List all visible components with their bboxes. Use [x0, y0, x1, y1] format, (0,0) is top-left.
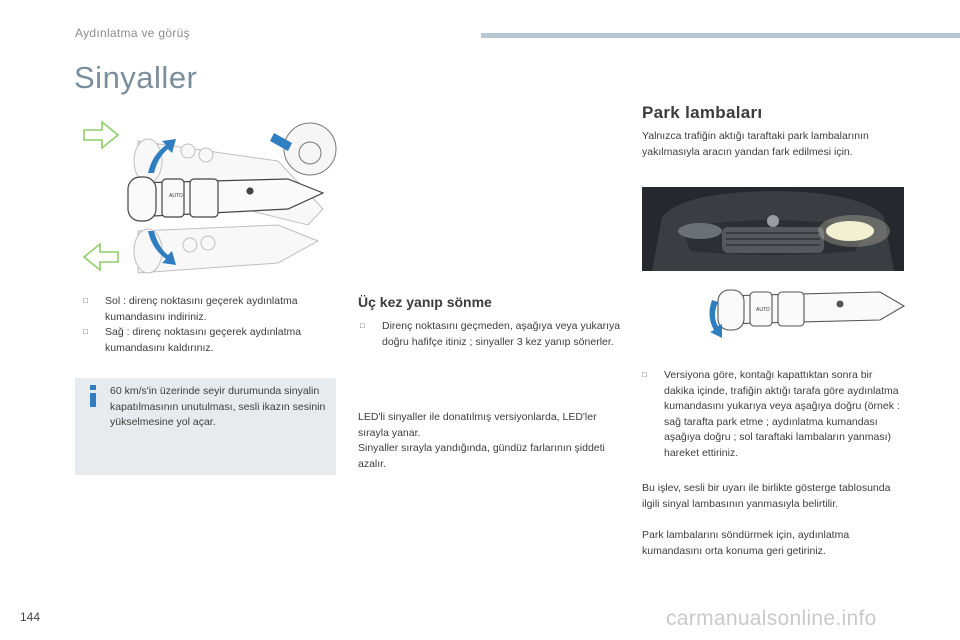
bullet-text: Versiyona göre, kontağı kapattıktan sonra bir dakika içinde, trafiğin aktığı tarafa göre aydınlatma kumandasını yukarıya veya aşağıya doğru (örnek : sağ tarafta park etme ; aydınlatma kumandası aşağıya doğru ; sol taraftaki lambaların yanması) hareket ettiriniz. [664, 369, 900, 459]
drl-paragraph: Sinyaller sırayla yandığında, gündüz farlarının şiddeti azalır. [358, 442, 605, 470]
grille-icon [722, 227, 824, 253]
list-item [360, 319, 628, 350]
page-number: 144 [20, 610, 41, 624]
page-title: Sinyaller [74, 60, 198, 95]
park-lights-title: Park lambaları [642, 103, 763, 122]
turn-signal-stalk-illustration [78, 113, 340, 283]
auto-label: AUTO [756, 307, 770, 313]
led-paragraph: LED'li sinyaller ile donatılmış versiyonlarda, LED'ler sırayla yanar. [358, 411, 597, 439]
left-headlight [678, 223, 722, 239]
left-bullets [83, 294, 333, 356]
uc-kez-title: Üç kez yanıp sönme [358, 294, 492, 310]
switch-off-paragraph: Park lambalarını söndürmek için, aydınlatma kumandasını orta konuma geri getiriniz. [642, 529, 850, 557]
bullet-icon: □ [642, 370, 647, 379]
watermark: carmanualsonline.info [666, 607, 877, 630]
list-item [83, 294, 333, 325]
header-bar [481, 33, 960, 38]
car-front-photo [642, 187, 904, 271]
park-bullet [642, 368, 904, 461]
info-icon [86, 385, 100, 407]
list-item [642, 368, 904, 461]
bullet-icon: □ [83, 327, 88, 336]
park-intro: Yalnızca trafiğin aktığı taraftaki park lambalarının yakılmasıyla aracın yandan fark edilmesi için. [642, 130, 869, 158]
bullet-right-up: Sağ : direnç noktasını geçerek aydınlatma kumandasını kaldırınız. [105, 326, 302, 354]
left-arrow-icon [84, 244, 118, 270]
right-arrow-icon [84, 122, 118, 148]
bullet-icon: □ [360, 321, 365, 330]
logo-icon [767, 215, 779, 227]
warning-paragraph: Bu işlev, sesli bir uyarı ile birlikte gösterge tablosunda ilgili sinyal lambasının yanmasıyla belirtilir. [642, 482, 891, 510]
list-item [83, 325, 333, 356]
middle-bullet [360, 319, 628, 350]
info-text: 60 km/s'in üzerinde seyir durumunda sinyalin kapatılmasının unutulması, sesli ikazın sesinin yükselmesine yol açar. [110, 385, 326, 428]
auto-label: AUTO [169, 193, 183, 199]
section-header: Aydınlatma ve görüş [75, 26, 190, 40]
bullet-left-down: Sol : direnç noktasını geçerek aydınlatma kumandasını indiriniz. [105, 295, 298, 323]
bullet-text: Direnç noktasını geçmeden, aşağıya veya yukarıya doğru hafifçe itiniz ; sinyaller 3 kez yanıp sönerler. [382, 320, 621, 348]
park-stalk-illustration [700, 284, 906, 356]
bullet-icon: □ [83, 296, 88, 305]
